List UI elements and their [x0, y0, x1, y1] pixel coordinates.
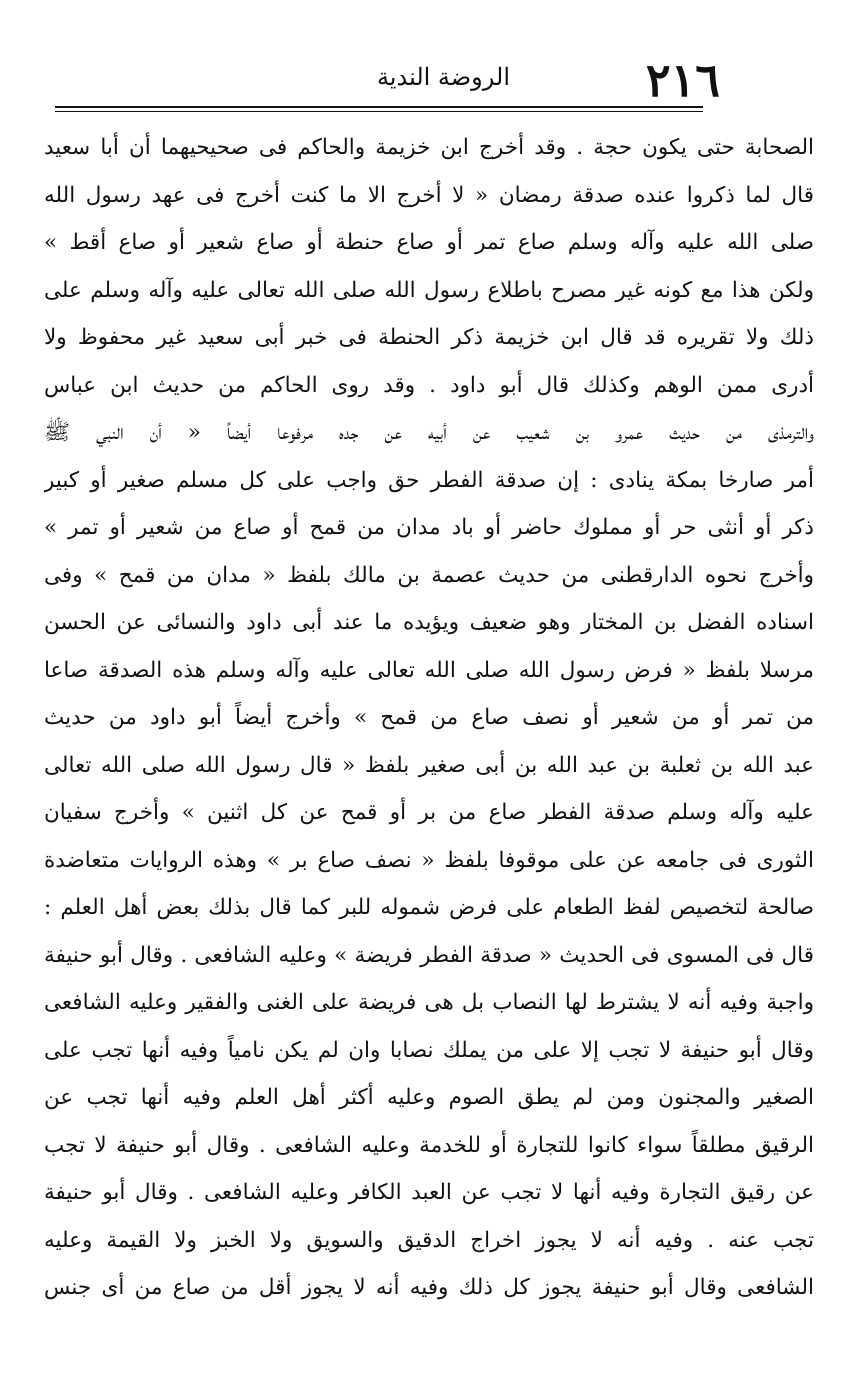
text-line: اسناده الفضل بن المختار وهو ضعيف ويؤيده ما عند أبى داود والنسائى عن الحسن: [44, 610, 814, 635]
text-line: الصحابة حتى يكون حجة . وقد أخرج ابن خزيمة والحاكم فى صحيحيهما أن أبا سعيد: [44, 135, 814, 160]
text-line: عبد الله بن ثعلبة بن عبد الله بن أبى صغير بلفظ « قال رسول الله صلى الله تعالى: [44, 752, 814, 778]
body-text: [44, 124, 814, 1312]
text-line: الثورى فى جامعه عن على موقوفا بلفظ « نصف صاع بر » وهذه الروايات متعاضدة: [44, 847, 814, 873]
text-line: واجبة وفيه أنه لا يشترط لها النصاب بل هى فريضة على الغنى والفقير وعليه الشافعى: [44, 990, 814, 1015]
text-line: صالحة لتخصيص لفظ الطعام على فرض شموله للبر كما قال بذلك بعض أهل العلم :: [44, 895, 814, 920]
text-line: الشافعى وقال أبو حنيفة يجوز كل ذلك وفيه أنه لا يجوز أقل من صاع من أى جنس: [44, 1275, 814, 1300]
text-line: أمر صارخا بمكة ينادى : إن صدقة الفطر حق واجب على كل مسلم صغير أو كبير: [44, 467, 814, 493]
text-line: عليه وآله وسلم صدقة الفطر صاع من بر أو قمح عن كل اثنين » وأخرج سفيان: [44, 800, 814, 825]
text-line: صلى الله عليه وآله وسلم صاع تمر أو صاع حنطة أو صاع شعير أو صاع أقط »: [44, 230, 814, 255]
text-line: أدرى ممن الوهم وكذلك قال أبو داود . وقد روى الحاكم من حديث ابن عباس: [44, 372, 814, 398]
text-line: مرسلا بلفظ « فرض رسول الله صلى الله تعالى عليه وآله وسلم هذه الصدقة صاعا: [44, 657, 814, 683]
header-rule-thin: [55, 111, 703, 112]
text-line: من تمر أو من شعير أو نصف صاع من قمح » وأخرج أيضاً أبو داود من حديث: [44, 705, 814, 730]
text-line: وقال أبو حنيفة لا تجب إلا على من يملك نصابا وان لم يكن نامياً وفيه أنها تجب على: [44, 1037, 814, 1063]
text-line: والترمذى من حديث عمرو بن شعيب عن أبيه عن جده مرفوعا أيضاً « أن النبي ﷺ: [44, 420, 814, 445]
text-line: ذلك ولا تقريره قد قال ابن خزيمة ذكر الحنطة فى خبر أبى سعيد غير محفوظ ولا: [44, 325, 814, 350]
text-line: قال فى المسوى فى الحديث « صدقة الفطر فريضة » وعليه الشافعى . وقال أبو حنيفة: [44, 942, 814, 968]
text-line: قال لما ذكروا عنده صدقة رمضان « لا أخرج الا ما كنت أخرج فى عهد رسول الله: [44, 182, 814, 208]
text-line: عن رقيق التجارة وفيه أنها لا تجب عن العبد الكافر وعليه الشافعى . وقال أبو حنيفة: [44, 1180, 814, 1205]
page-number: ٢١٦: [645, 53, 720, 107]
text-line: وأخرج نحوه الدارقطنى من حديث عصمة بن مالك بلفظ « مدان من قمح » وفى: [44, 562, 814, 588]
running-title: الروضة الندية: [376, 63, 510, 91]
header-rule: [55, 106, 703, 108]
text-line: الرقيق مطلقاً سواء كانوا للتجارة أو للخدمة وعليه الشافعى . وقال أبو حنيفة لا تجب: [44, 1132, 814, 1158]
text-line: تجب عنه . وفيه أنه لا يجوز اخراج الدقيق والسويق ولا الخبز ولا القيمة وعليه: [44, 1227, 814, 1253]
text-line: الصغير والمجنون ومن لم يطق الصوم وعليه أكثر أهل العلم وفيه أنها تجب عن: [44, 1085, 814, 1110]
page-header: [40, 50, 840, 110]
text-line: ولكن هذا مع كونه غير مصرح باطلاع رسول الله صلى الله تعالى عليه وآله وسلم على: [44, 277, 814, 303]
text-line: ذكر أو أنثى حر أو مملوك حاضر أو باد مدان من قمح أو صاع من شعير أو تمر »: [44, 515, 814, 540]
